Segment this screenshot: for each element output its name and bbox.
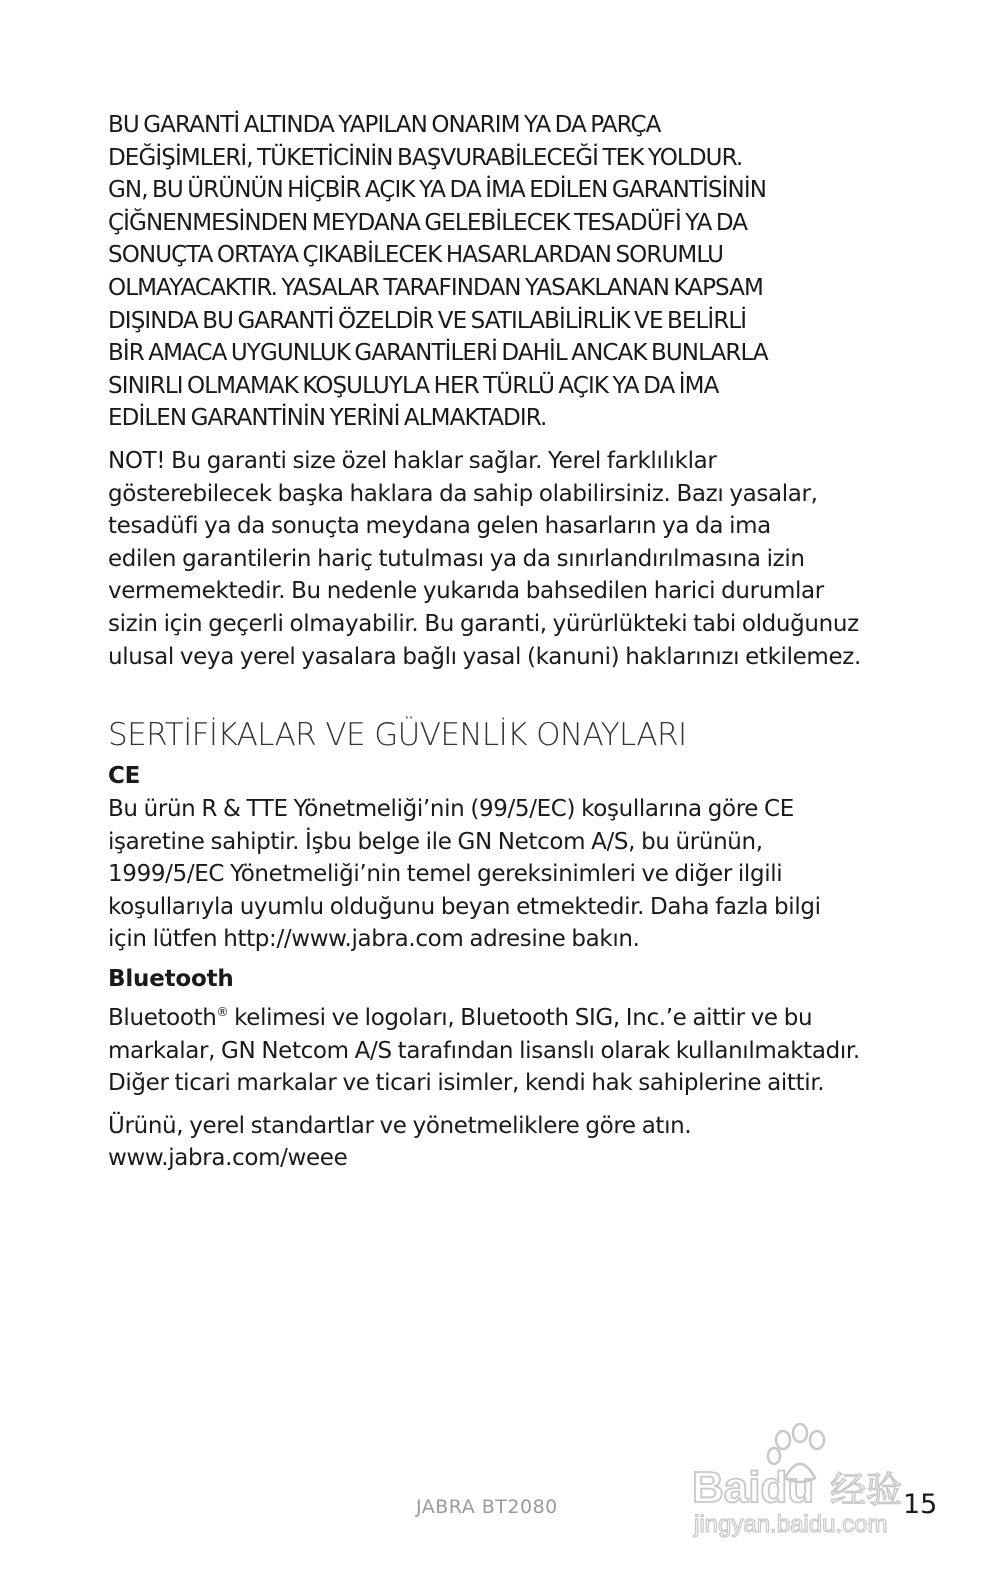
text-line: sizin için geçerli olmayabilir. Bu garanti, yürürlükteki tabi olduğunuz <box>108 610 859 637</box>
text-line: NOT! Bu garanti size özel haklar sağlar. Yerel farklılıklar <box>108 447 717 474</box>
text-line: SINIRLI OLMAMAK KOŞULUYLA HER TÜRLÜ AÇIK YA DA İMA <box>108 372 719 399</box>
text-line: 1999/5/EC Yönetmeliği’nin temel gereksinimleri ve diğer ilgili <box>108 861 783 888</box>
text-line: EDİLEN GARANTİNİN YERİNİ ALMAKTADIR. <box>108 405 547 432</box>
bluetooth-word: Bluetooth <box>108 1005 217 1032</box>
text-line: DIŞINDA BU GARANTİ ÖZELDİR VE SATILABİLİRLİK VE BELİRLİ <box>108 307 747 334</box>
page-content <box>108 109 883 1175</box>
page-number: 15 <box>903 1489 938 1520</box>
ce-paragraph <box>108 793 883 956</box>
paragraph-gap <box>108 435 883 445</box>
paw-icon <box>690 1420 920 1538</box>
text-line: edilen garantilerin hariç tutulması ya da sınırlandırılmasına izin <box>108 545 805 572</box>
bluetooth-paragraph <box>108 996 883 1100</box>
section-heading: SERTİFİKALAR VE GÜVENLİK ONAYLARI <box>108 717 687 754</box>
text-line: DEĞİŞİMLERİ, TÜKETİCİNİN BAŞVURABİLECEĞİ TEK YOLDUR. <box>108 144 743 171</box>
footer-model: JABRA BT2080 <box>416 1496 558 1518</box>
text-line: OLMAYACAKTIR. YASALAR TARAFINDAN YASAKLANAN KAPSAM <box>108 274 763 301</box>
baidu-watermark <box>690 1420 920 1538</box>
text-line: için lütfen http://www.jabra.com adresine bakın. <box>108 926 640 953</box>
text-line: BU GARANTİ ALTINDA YAPILAN ONARIM YA DA PARÇA <box>108 112 661 138</box>
text-line: tesadüfi ya da sonuçta meydana gelen hasarların ya da ima <box>108 513 771 540</box>
text-line: Diğer ticari markalar ve ticari isimler, kendi hak sahiplerine aittir. <box>108 1070 825 1097</box>
text-line: Bu ürün R & TTE Yönetmeliği’nin (99/5/EC) koşullarına göre CE <box>108 796 794 823</box>
text-line: ulusal veya yerel yasalara bağlı yasal (kanuni) haklarınızı etkilemez. <box>108 643 861 670</box>
disposal-paragraph <box>108 1110 883 1175</box>
paragraph-gap <box>108 1100 883 1110</box>
text-line: SONUÇTA ORTAYA ÇIKABİLECEK HASARLARDAN SORUMLU <box>108 242 724 269</box>
text-line: Ürünü, yerel standartlar ve yönetmeliklere göre atın. <box>108 1112 692 1139</box>
ce-title: CE <box>108 763 141 790</box>
text-line: GN, BU ÜRÜNÜN HİÇBİR AÇIK YA DA İMA EDİLEN GARANTİSİNİN <box>108 177 767 204</box>
watermark-brand: Baidu <box>692 1463 815 1512</box>
warranty-disclaimer <box>108 109 883 435</box>
text-line: ÇİĞNENMESİNDEN MEYDANA GELEBİLECEK TESADÜFİ YA DA <box>108 209 748 236</box>
bluetooth-line-end: kelimesi ve logoları, Bluetooth SIG, Inc.’e aittir ve bu <box>228 1005 813 1032</box>
warranty-note <box>108 445 883 673</box>
text-line: koşullarıyla uyumlu olduğunu beyan etmektedir. Daha fazla bilgi <box>108 893 821 920</box>
watermark-cjk: 经验 <box>830 1470 903 1511</box>
text-line: markalar, GN Netcom A/S tarafından lisanslı olarak kullanılmaktadır. <box>108 1037 860 1064</box>
registered-mark: ® <box>216 1005 229 1020</box>
text-line: www.jabra.com/weee <box>108 1145 348 1172</box>
text-line <box>108 996 883 1035</box>
watermark-url: jingyan.baidu.com <box>694 1511 888 1538</box>
text-line: gösterebilecek başka haklara da sahip olabilirsiniz. Bazı yasalar, <box>108 480 818 507</box>
text-line: BİR AMACA UYGUNLUK GARANTİLERİ DAHİL ANCAK BUNLARLA <box>108 340 768 367</box>
bluetooth-title: Bluetooth <box>108 966 234 993</box>
text-line: işaretine sahiptir. İşbu belge ile GN Netcom A/S, bu ürünün, <box>108 828 763 855</box>
text-line: vermemektedir. Bu nedenle yukarıda bahsedilen harici durumlar <box>108 578 824 605</box>
